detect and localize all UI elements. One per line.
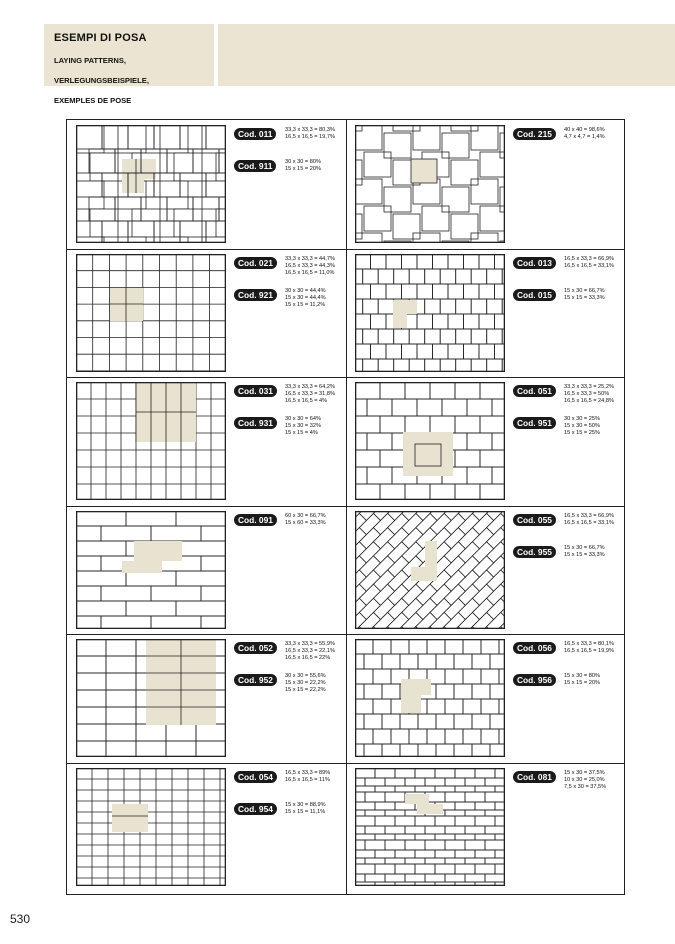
spec-line: 15 x 30 = 80% — [564, 673, 600, 679]
header-subtitle — [54, 46, 149, 116]
tile-size-specs — [285, 416, 321, 437]
spec-line: 16,5 x 33,3 = 31,8% — [285, 391, 335, 397]
laying-pattern-diagram — [76, 511, 226, 629]
pattern-cell — [67, 506, 346, 634]
product-code-badge: Cod. 952 — [234, 674, 277, 686]
pattern-cell — [346, 120, 625, 248]
pattern-svg — [76, 125, 226, 243]
header-subtitle-line: EXEMPLES DE POSE — [54, 96, 132, 105]
spec-line: 15 x 15 = 20% — [285, 166, 321, 172]
code-group — [234, 800, 344, 832]
pattern-info — [513, 511, 623, 575]
spec-line: 16,5 x 16,5 = 33,1% — [564, 262, 614, 269]
tile-size-specs — [564, 545, 605, 559]
code-group — [513, 414, 623, 446]
header-subtitle-line: VERLEGUNGSBEISPIELE, — [54, 76, 149, 85]
spec-line: 15 x 30 = 22,2% — [285, 680, 326, 686]
pattern-cell — [346, 506, 625, 634]
spec-line: 15 x 15 = 4% — [285, 430, 318, 436]
spec-line: 7,5 x 30 = 37,5% — [564, 783, 607, 790]
product-code-badge: Cod. 956 — [513, 674, 556, 686]
spec-line: 15 x 15 = 11,1% — [285, 808, 326, 815]
laying-pattern-diagram — [355, 254, 505, 372]
code-group — [234, 768, 344, 800]
pattern-info — [513, 254, 623, 318]
code-group — [234, 286, 344, 318]
code-group — [234, 157, 344, 189]
spec-line: 16,5 x 16,5 = 22% — [285, 655, 331, 661]
spec-line: 33,3 x 33,3 = 44,7% — [285, 255, 335, 262]
laying-pattern-diagram — [76, 768, 226, 886]
code-group — [513, 382, 623, 414]
product-code-badge: Cod. 954 — [234, 803, 277, 815]
spec-line: 10 x 30 = 25,0% — [564, 776, 605, 783]
code-group — [234, 639, 344, 671]
product-code-badge: Cod. 081 — [513, 771, 556, 783]
pattern-info — [234, 511, 344, 543]
spec-line: 15 x 15 = 22,2% — [285, 687, 326, 693]
pattern-svg — [355, 382, 505, 500]
laying-pattern-diagram — [76, 125, 226, 243]
spec-line: 15 x 30 = 32% — [285, 423, 321, 429]
spec-line: 33,3 x 33,3 = 55,9% — [285, 641, 335, 647]
pattern-cell — [346, 634, 625, 762]
spec-line: 16,5 x 33,3 = 89% — [285, 769, 331, 776]
pattern-cell — [346, 249, 625, 377]
code-group — [513, 254, 623, 286]
product-code-badge: Cod. 056 — [513, 642, 556, 654]
tile-size-specs — [285, 384, 335, 405]
pattern-cell — [67, 377, 346, 505]
spec-line: 16,5 x 16,5 = 11,0% — [285, 269, 335, 276]
spec-line: 16,5 x 16,5 = 24,8% — [564, 398, 614, 404]
pattern-svg — [355, 768, 505, 886]
tile-size-specs — [285, 802, 326, 816]
pattern-svg — [355, 639, 505, 757]
tile-size-specs — [564, 416, 600, 437]
header-label-box — [44, 24, 214, 105]
pattern-info — [234, 768, 344, 832]
spec-line: 33,3 x 33,3 = 25,2% — [564, 384, 614, 390]
product-code-badge: Cod. 911 — [234, 160, 276, 172]
laying-pattern-diagram — [355, 382, 505, 500]
spec-line: 15 x 30 = 66,7% — [564, 287, 605, 294]
spec-line: 16,5 x 16,5 = 4% — [285, 398, 328, 404]
code-group — [513, 286, 623, 318]
tile-size-specs — [564, 770, 606, 791]
spec-line: 16,5 x 16,5 = 19,9% — [564, 648, 614, 654]
product-code-badge: Cod. 054 — [234, 771, 277, 783]
header-band — [218, 24, 675, 86]
laying-pattern-diagram — [76, 254, 226, 372]
code-group — [513, 543, 623, 575]
section-header — [44, 24, 675, 105]
product-code-badge: Cod. 013 — [513, 257, 556, 269]
code-group — [234, 254, 344, 286]
tile-size-specs — [564, 384, 614, 405]
pattern-info — [234, 639, 344, 703]
spec-line: 15 x 15 = 20% — [564, 680, 600, 686]
pattern-info — [234, 125, 344, 189]
pattern-cell — [67, 249, 346, 377]
product-code-badge: Cod. 052 — [234, 642, 277, 654]
pattern-svg — [76, 768, 226, 886]
product-code-badge: Cod. 215 — [513, 128, 556, 140]
tile-size-specs — [564, 513, 614, 527]
spec-line: 30 x 30 = 55,6% — [285, 673, 326, 679]
pattern-info — [234, 382, 344, 446]
spec-line: 15 x 15 = 33,3% — [564, 551, 605, 558]
pattern-cell — [346, 763, 625, 891]
spec-line: 33,3 x 33,3 = 64,2% — [285, 384, 335, 390]
laying-pattern-diagram — [76, 382, 226, 500]
spec-line: 16,5 x 33,3 = 66,9% — [564, 512, 614, 519]
laying-pattern-diagram — [355, 125, 505, 243]
tile-size-specs — [285, 288, 326, 309]
pattern-info — [234, 254, 344, 318]
patterns-frame — [66, 119, 625, 895]
product-code-badge: Cod. 931 — [234, 417, 277, 429]
pattern-svg — [355, 511, 505, 629]
product-code-badge: Cod. 051 — [513, 385, 556, 397]
tile-size-specs — [285, 513, 326, 527]
header-subtitle-line: LAYING PATTERNS, — [54, 56, 127, 65]
tile-size-specs — [285, 770, 330, 784]
laying-pattern-diagram — [355, 639, 505, 757]
product-code-badge: Cod. 021 — [234, 257, 277, 269]
pattern-svg — [355, 125, 505, 243]
spec-line: 16,5 x 16,5 = 33,1% — [564, 519, 614, 526]
tile-size-specs — [285, 159, 321, 173]
spec-line: 16,5 x 33,3 = 66,9% — [564, 255, 614, 262]
pattern-cell — [67, 120, 346, 248]
spec-line: 15 x 15 = 25% — [564, 430, 600, 436]
product-code-badge: Cod. 921 — [234, 289, 277, 301]
tile-size-specs — [564, 256, 614, 270]
spec-line: 16,5 x 33,3 = 22,1% — [285, 648, 335, 654]
spec-line: 15 x 30 = 66,7% — [564, 544, 605, 551]
pattern-info — [513, 639, 623, 703]
product-code-badge: Cod. 031 — [234, 385, 277, 397]
spec-line: 15 x 30 = 37,5% — [564, 769, 605, 776]
tile-size-specs — [564, 641, 614, 655]
code-group — [513, 639, 623, 671]
spec-line: 30 x 30 = 64% — [285, 416, 321, 422]
spec-line: 16,5 x 33,3 = 50% — [564, 391, 610, 397]
header-title: ESEMPI DI POSA — [54, 32, 147, 44]
pattern-info — [513, 768, 623, 800]
code-group — [234, 382, 344, 414]
laying-pattern-diagram — [355, 511, 505, 629]
spec-line: 33,3 x 33,3 = 80,3% — [285, 127, 335, 133]
product-code-badge: Cod. 951 — [513, 417, 556, 429]
spec-line: 15 x 15 = 11,2% — [285, 301, 326, 308]
spec-line: 60 x 30 = 66,7% — [285, 512, 326, 519]
code-group — [234, 511, 344, 543]
pattern-cell — [346, 377, 625, 505]
spec-line: 30 x 30 = 80% — [285, 159, 321, 165]
tile-size-specs — [285, 641, 335, 662]
spec-line: 4,7 x 4,7 = 1,4% — [564, 134, 605, 140]
tile-size-specs — [285, 127, 335, 141]
spec-line: 16,5 x 16,5 = 11% — [285, 776, 330, 783]
pattern-svg — [76, 382, 226, 500]
spec-line: 16,5 x 16,5 = 19,7% — [285, 134, 335, 140]
pattern-info — [513, 382, 623, 446]
pattern-info — [513, 125, 623, 157]
spec-line: 16,5 x 33,3 = 44,3% — [285, 262, 335, 269]
spec-line: 15 x 30 = 44,4% — [285, 294, 326, 301]
pattern-cell — [67, 634, 346, 762]
code-group — [513, 768, 623, 800]
tile-size-specs — [564, 288, 605, 302]
spec-line: 40 x 40 = 98,6% — [564, 127, 605, 133]
tile-size-specs — [564, 127, 605, 141]
spec-line: 15 x 30 = 88,9% — [285, 801, 326, 808]
pattern-svg — [76, 511, 226, 629]
code-group — [513, 125, 623, 157]
spec-line: 30 x 30 = 44,4% — [285, 287, 326, 294]
tile-size-specs — [564, 673, 600, 687]
code-group — [234, 125, 344, 157]
product-code-badge: Cod. 011 — [234, 128, 276, 140]
page-number: 530 — [10, 912, 31, 926]
spec-line: 16,5 x 33,3 = 80,1% — [564, 641, 614, 647]
spec-line: 15 x 60 = 33,3% — [285, 519, 326, 526]
tile-size-specs — [285, 673, 326, 694]
code-group — [234, 414, 344, 446]
spec-line: 30 x 30 = 25% — [564, 416, 600, 422]
code-group — [513, 671, 623, 703]
code-group — [234, 671, 344, 703]
product-code-badge: Cod. 055 — [513, 514, 556, 526]
pattern-svg — [76, 254, 226, 372]
pattern-cell — [67, 763, 346, 891]
tile-size-specs — [285, 256, 335, 277]
product-code-badge: Cod. 015 — [513, 289, 556, 301]
pattern-svg — [76, 639, 226, 757]
product-code-badge: Cod. 955 — [513, 546, 556, 558]
pattern-svg — [355, 254, 505, 372]
spec-line: 15 x 30 = 50% — [564, 423, 600, 429]
laying-pattern-diagram — [76, 639, 226, 757]
code-group — [513, 511, 623, 543]
spec-line: 15 x 15 = 33,3% — [564, 294, 605, 301]
product-code-badge: Cod. 091 — [234, 514, 277, 526]
laying-pattern-diagram — [355, 768, 505, 886]
